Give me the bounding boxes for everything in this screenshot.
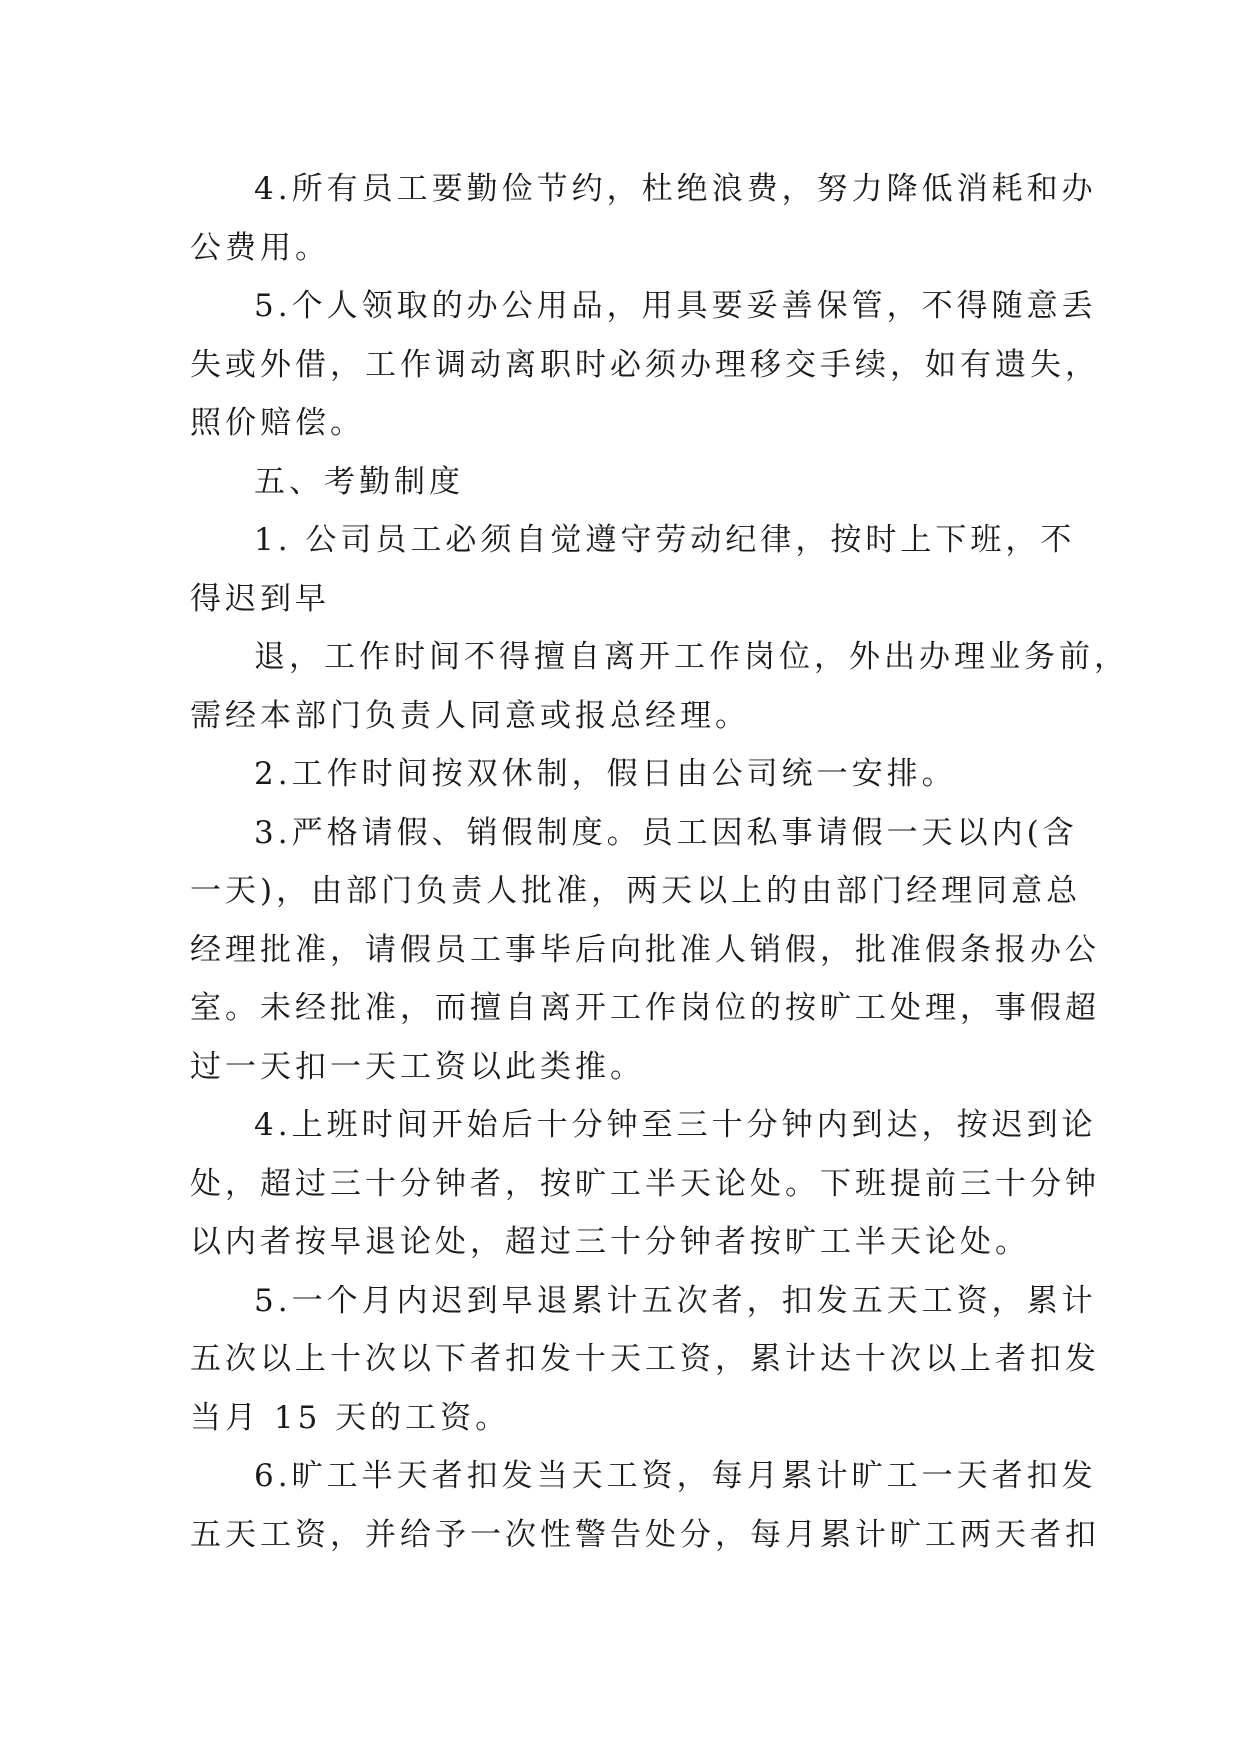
text-line: 室。未经批准，而擅自离开工作岗位的按旷工处理，事假超 <box>190 990 1100 1026</box>
text-line: 2.工作时间按双休制，假日由公司统一安排。 <box>254 756 957 792</box>
text-line: 6.旷工半天者扣发当天工资，每月累计旷工一天者扣发 <box>254 1458 1097 1494</box>
text-line: 4.所有员工要勤俭节约，杜绝浪费，努力降低消耗和办 <box>254 171 1097 207</box>
document-body <box>190 160 1129 1564</box>
text-line: 以内者按早退论处，超过三十分钟者按旷工半天论处。 <box>190 1224 1030 1260</box>
text-line: 照价赔偿。 <box>190 405 365 441</box>
text-line: 5.一个月内迟到早退累计五次者，扣发五天工资，累计 <box>254 1282 1097 1319</box>
text-line: 五天工资，并给予一次性警告处分，每月累计旷工两天者扣 <box>190 1516 1100 1553</box>
text-line: 公费用。 <box>190 229 330 266</box>
text-line: 经理批准，请假员工事毕后向批准人销假，批准假条报办公 <box>190 931 1100 968</box>
text-line: 得迟到早 <box>190 580 330 617</box>
text-line: 一天)，由部门负责人批准，两天以上的由部门经理同意总 <box>190 873 1082 909</box>
text-line: 过一天扣一天工资以此类推。 <box>190 1048 645 1085</box>
text-line: 5.个人领取的办公用品，用具要妥善保管，不得随意丢 <box>254 288 1097 324</box>
text-line: 3.严格请假、销假制度。员工因私事请假一天以内(含 <box>254 814 1078 851</box>
text-line: 失或外借，工作调动离职时必须办理移交手续，如有遗失， <box>190 346 1100 383</box>
text-line: 五次以上十次以下者扣发十天工资，累计达十次以上者扣发 <box>190 1341 1100 1377</box>
text-line: 当月 15 天的工资。 <box>190 1399 511 1436</box>
text-line: 1. 公司员工必须自觉遵守劳动纪律，按时上下班，不 <box>254 522 1076 558</box>
text-line: 4.上班时间开始后十分钟至三十分钟内到达，按迟到论 <box>254 1107 1097 1143</box>
text-line: 处，超过三十分钟者，按旷工半天论处。下班提前三十分钟 <box>190 1165 1100 1202</box>
section-heading: 五、考勤制度 <box>254 463 464 500</box>
text-line: 退，工作时间不得擅自离开工作岗位，外出办理业务前， <box>254 639 1129 675</box>
text-line: 需经本部门负责人同意或报总经理。 <box>190 697 750 734</box>
